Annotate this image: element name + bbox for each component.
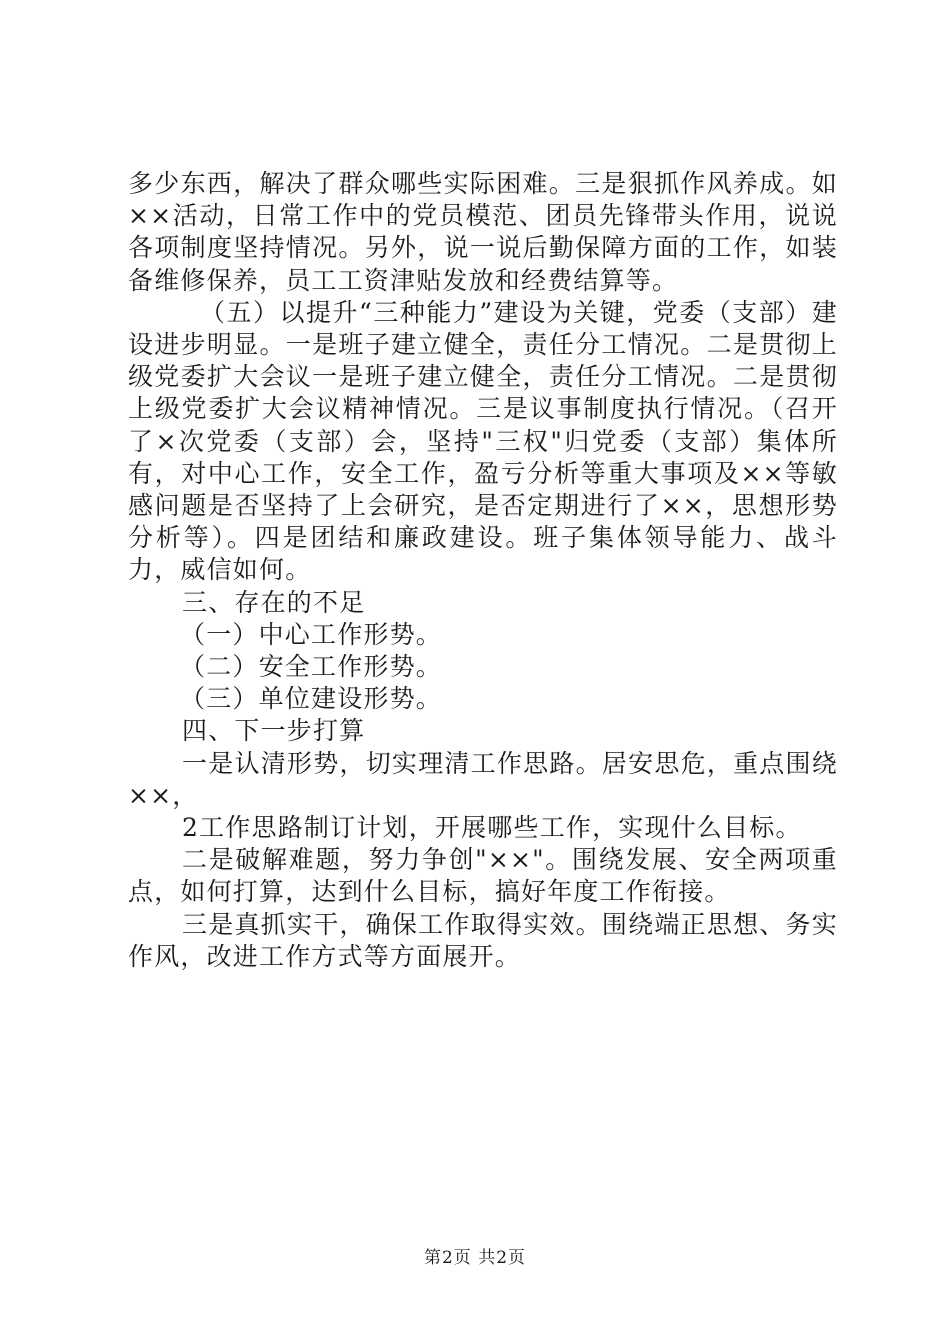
paragraph-party-building: （五）以提升“三种能力”建设为关键，党委（支部）建设进步明显。一是班子建立健全，责任分工情况。二是贯彻上级党委扩大会议一是班子建立健全，责任分工情况。二是贯彻上级党委扩大会议精神情况。三是议事制度执行情况。（召开了×次党委（支部）会，坚持"三权"归党委（支部）集体所有，对中心工作，安全工作，盈亏分析等重大事项及××等敏感问题是否坚持了上会研究，是否定期进行了××，思想形势分析等）。四是团结和廉政建设。班子集体领导能力、战斗力，威信如何。 xyxy=(128,297,838,585)
paragraph-recognize-situation: 一是认清形势，切实理清工作思路。居安思危，重点围绕××， xyxy=(128,748,838,810)
paragraph-work-style: 多少东西，解决了群众哪些实际困难。三是狠抓作风养成。如××活动，日常工作中的党员模范、团员先锋带头作用，说说各项制度坚持情况。另外，说一说后勤保障方面的工作，如装备维修保养，员工工资津贴发放和经费结算等。 xyxy=(128,169,838,295)
item-safety-work: （二）安全工作形势。 xyxy=(180,652,443,682)
paragraph-practical-work: 三是真抓实干，确保工作取得实效。围绕端正思想、务实作风，改进工作方式等方面展开。 xyxy=(128,909,838,971)
paragraph-work-plan: 2工作思路制订计划，开展哪些工作，实现什么目标。 xyxy=(182,813,802,843)
heading-shortcomings: 三、存在的不足 xyxy=(182,587,366,617)
item-central-work: （一）中心工作形势。 xyxy=(180,619,443,649)
page-footer: 第2页 共2页 xyxy=(423,1248,527,1268)
heading-next-steps: 四、下一步打算 xyxy=(182,716,366,746)
document-body xyxy=(128,168,838,973)
item-unit-building: （三）单位建设形势。 xyxy=(180,684,443,714)
paragraph-solve-problems: 二是破解难题，努力争创"××"。围绕发展、安全两项重点，如何打算，达到什么目标，搞好年度工作衔接。 xyxy=(128,845,838,907)
